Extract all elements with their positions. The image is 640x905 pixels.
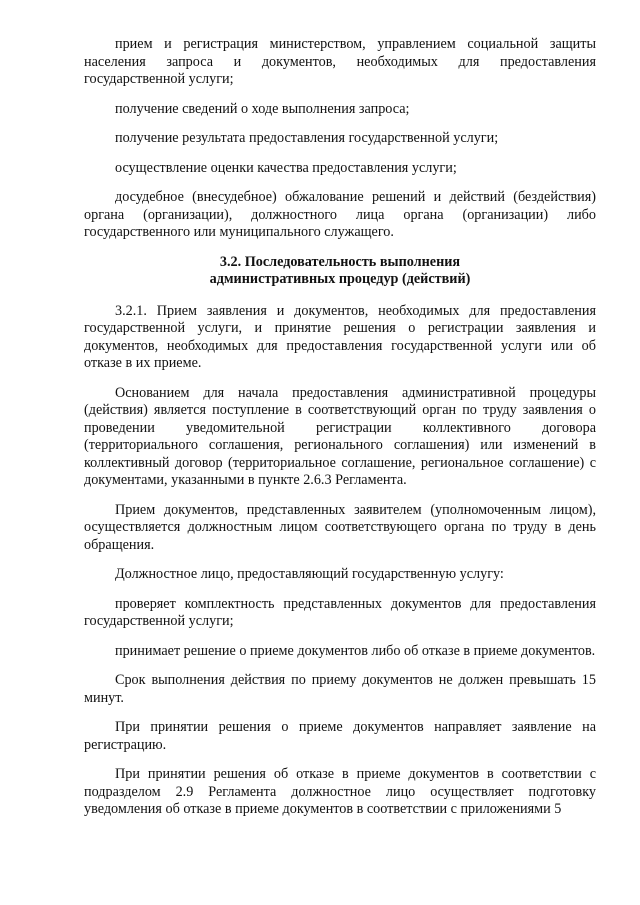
- document-page: [84, 36, 596, 831]
- section-heading-line2: административных процедур (действий): [209, 271, 471, 287]
- paragraph-status-info: получение сведений о ходе выполнения запроса;: [115, 100, 410, 117]
- paragraph-time-limit: Срок выполнения действия по приему документов не должен превышать 15 минут.: [84, 672, 596, 706]
- paragraph-result: получение результата предоставления государственной услуги;: [115, 130, 499, 146]
- section-heading: [84, 254, 596, 289]
- paragraph-check-completeness: проверяет комплектность представленных документов для предоставления государственной услуги;: [84, 595, 596, 629]
- paragraph-quality-assessment: осуществление оценки качества предоставления услуги;: [115, 159, 457, 176]
- paragraph-registration: При принятии решения о приеме документов направляет заявление на регистрацию.: [84, 719, 596, 753]
- paragraph-basis: Основанием для начала предоставления административной процедуры (действия) является поступление в соответствующий орган по труду заявления о проведении уведомительной регистрации коллективного договора (территориального соглашения, регионального соглашения) или изменений в коллективный договор (территориальное соглашение, региональное соглашение) с документами, указанными в пункте 2.6.3 Регламента.: [84, 384, 596, 488]
- paragraph-reception-registration: прием и регистрация министерством, управлением социальной защиты населения запроса и документов, необходимых для предоставления государственной услуги;: [84, 36, 596, 87]
- paragraph-official: Должностное лицо, предоставляющий государственную услугу:: [115, 566, 504, 582]
- section-heading-line1: 3.2. Последовательность выполнения: [219, 253, 461, 270]
- paragraph-appeal: досудебное (внесудебное) обжалование решений и действий (бездействия) органа (организации), должностного лица органа (организации) либо государственного или муниципального служащего.: [84, 189, 596, 240]
- paragraph-3-2-1: 3.2.1. Прием заявления и документов, необходимых для предоставления государственной услуги, и принятие решения о регистрации заявления и документов, необходимых для предоставления государственной услуги или об отказе в их приеме.: [84, 302, 596, 371]
- paragraph-refusal: При принятии решения об отказе в приеме документов в соответствии с подразделом 2.9 Регламента должностное лицо осуществляет подготовку уведомления об отказе в приеме документов в соответствии с приложениями 5: [84, 766, 596, 817]
- paragraph-decision: принимает решение о приеме документов либо об отказе в приеме документов.: [115, 642, 596, 659]
- paragraph-document-reception: Прием документов, представленных заявителем (уполномоченным лицом), осуществляется должностным лицом соответствующего органа по труду в день обращения.: [84, 501, 596, 553]
